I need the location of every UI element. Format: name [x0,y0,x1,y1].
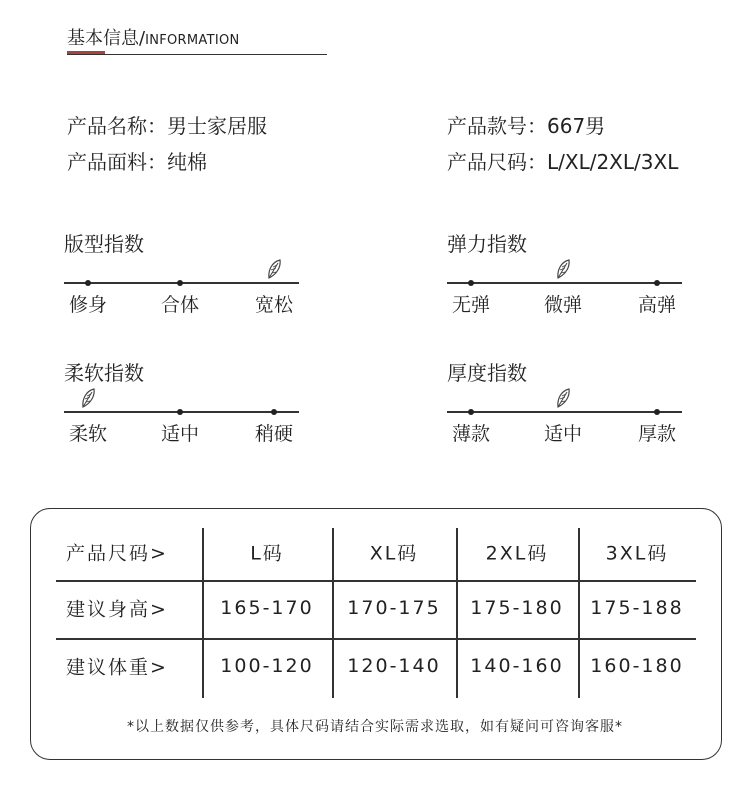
product-sizes: 产品尺码：L/XL/2XL/3XL [447,150,679,174]
elastic-index-dot [468,280,474,286]
table-row-header: 建议身高> [66,598,168,621]
fit-index-label: 合体 [160,294,200,316]
product-style-no: 产品款号：667男 [447,114,606,138]
thick-index-dot [654,409,660,415]
soft-index-dot [271,409,277,415]
header-title-cn: 基本信息/ [67,28,146,49]
size-note: *以上数据仅供参考，具体尺码请结合实际需求选取，如有疑问可咨询客服* [127,719,623,735]
section-header [67,24,327,55]
table-cell: 100-120 [220,655,314,677]
thick-index-title: 厚度指数 [447,361,527,385]
table-divider [56,638,696,640]
leaf-icon [554,387,572,409]
thick-index-label: 薄款 [451,423,491,445]
table-divider [578,528,580,698]
table-divider [332,528,334,698]
table-divider [56,580,696,582]
table-row-header: 产品尺码> [66,542,168,565]
table-cell: 140-160 [470,655,564,677]
soft-index-dot [177,409,183,415]
fit-index-dot [85,280,91,286]
thick-index-label: 适中 [543,423,583,445]
header-title-en: INFORMATION [145,33,240,48]
soft-index-label: 柔软 [68,423,108,445]
thick-index-label: 厚款 [637,423,677,445]
elastic-index-label: 高弹 [637,294,677,316]
elastic-index-title: 弹力指数 [447,232,527,256]
elastic-index-label: 微弹 [543,294,583,316]
soft-index-title: 柔软指数 [64,361,144,385]
fit-index-title: 版型指数 [64,232,144,256]
fit-index-label: 宽松 [254,294,294,316]
fit-index-label: 修身 [68,294,108,316]
leaf-icon [265,258,283,280]
table-cell: 2XL码 [485,542,549,565]
leaf-icon [554,258,572,280]
table-cell: 3XL码 [605,542,669,565]
table-cell: 165-170 [220,597,314,619]
table-cell: 175-180 [470,597,564,619]
product-fabric: 产品面料：纯棉 [67,150,207,174]
soft-index-label: 稍硬 [254,423,294,445]
table-cell: 120-140 [347,655,441,677]
fit-index-dot [177,280,183,286]
elastic-index-dot [654,280,660,286]
header-accent-bar [67,51,105,54]
table-divider [202,528,204,698]
table-cell: 175-188 [590,597,684,619]
table-cell: 160-180 [590,655,684,677]
size-table [56,528,696,698]
elastic-index-line [447,282,682,284]
thick-index-dot [468,409,474,415]
soft-index-label: 适中 [160,423,200,445]
leaf-icon [79,387,97,409]
table-cell: XL码 [369,542,419,565]
elastic-index-label: 无弹 [451,294,491,316]
product-name: 产品名称：男士家居服 [67,114,267,138]
table-cell: L码 [250,542,284,565]
thick-index-line [447,411,682,413]
table-divider [456,528,458,698]
table-cell: 170-175 [347,597,441,619]
table-row-header: 建议体重> [66,656,168,679]
